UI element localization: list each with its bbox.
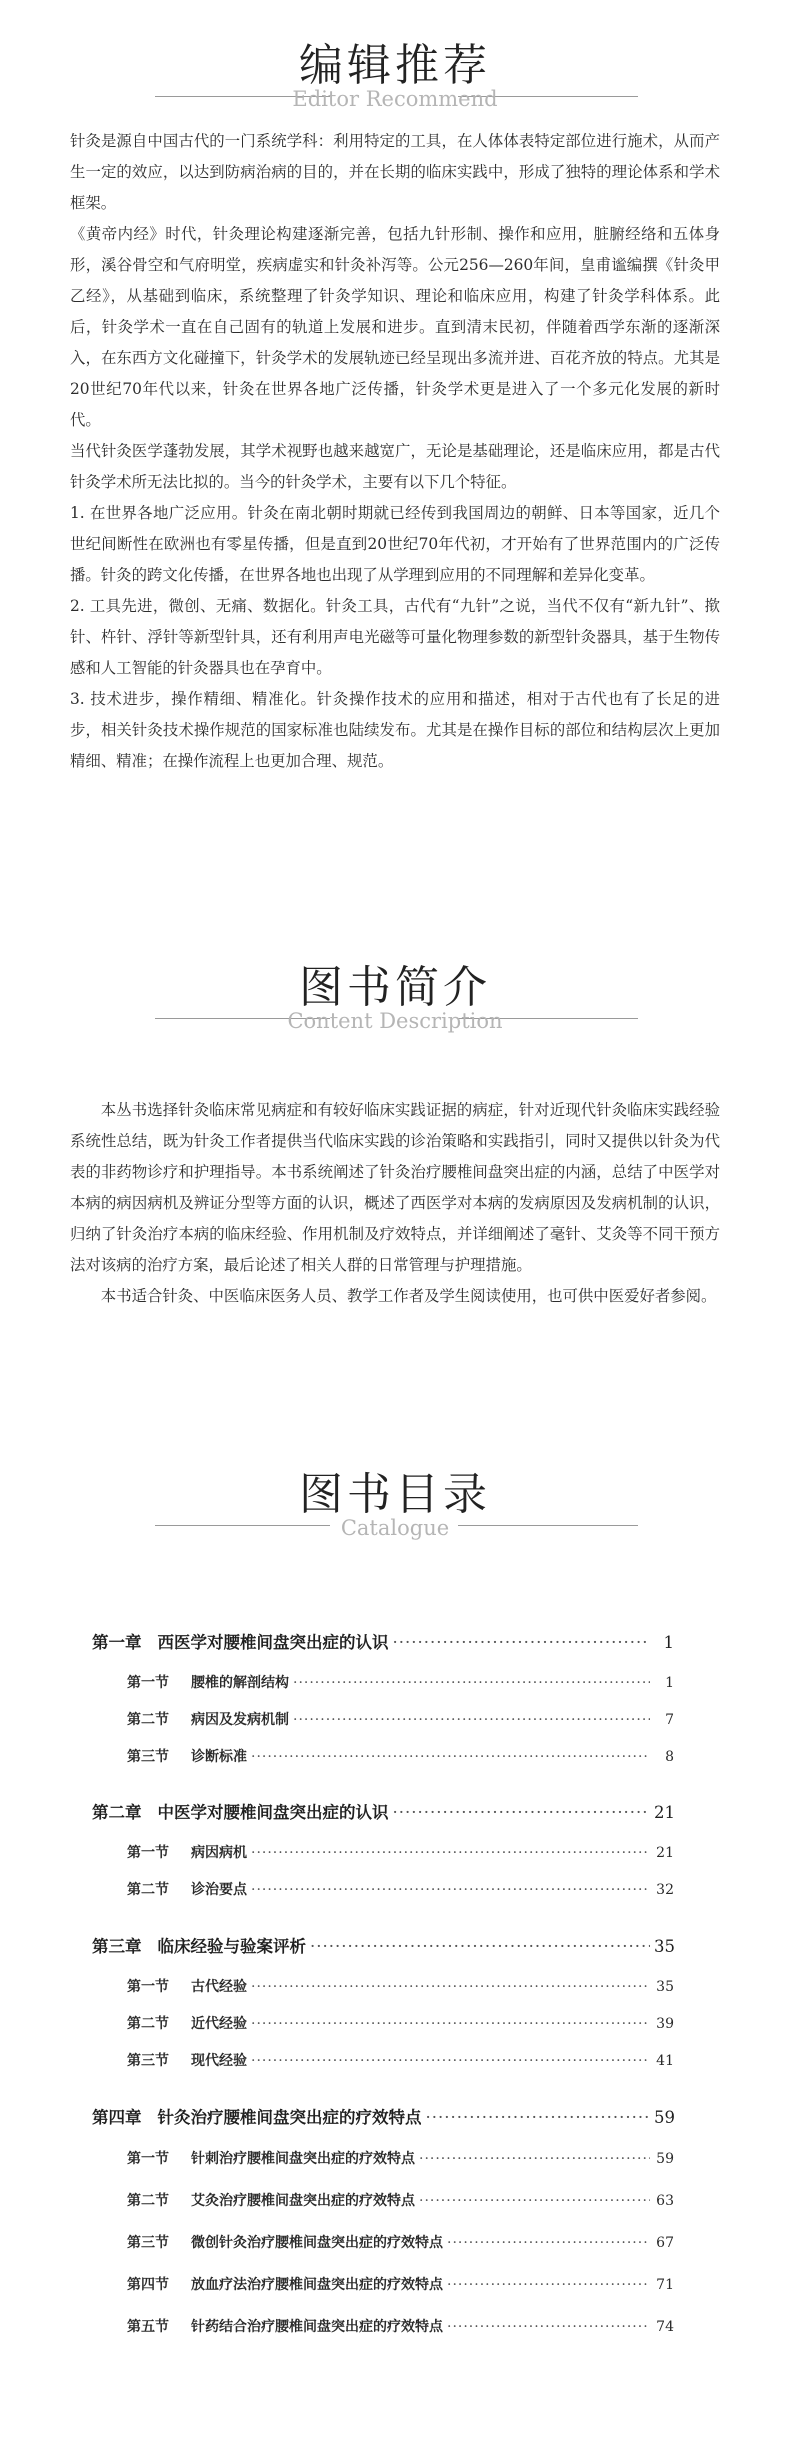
page-number: 32	[656, 1882, 674, 1898]
page-number: 1	[665, 1675, 674, 1691]
editor-subtitle: Editor Recommend	[292, 87, 498, 111]
section-number: 第二节	[127, 2016, 169, 2032]
section-title: 艾灸治疗腰椎间盘突出症的疗效特点	[191, 2193, 415, 2209]
editor-paragraph: 3. 技术进步，操作精细、精准化。针灸操作技术的应用和描述，相对于古代也有了长足的进步，相关针灸技术操作规范的国家标准也陆续发布。尤其是在操作目标的部位和结构层次上更加精细、精准；在操作流程上也更加合理、规范。	[70, 690, 720, 770]
section-title: 病因及发病机制	[191, 1712, 289, 1728]
catalogue-subtitle: Catalogue	[340, 1516, 450, 1540]
leader-dots	[419, 2151, 650, 2167]
section-number: 第三节	[127, 2235, 169, 2251]
chapter-number: 第二章	[92, 1803, 142, 1822]
chapter-title: 中医学对腰椎间盘突出症的认识	[157, 1803, 389, 1822]
leader-dots	[393, 1633, 651, 1652]
section-number: 第二节	[127, 2193, 169, 2209]
leader-dots	[447, 2235, 650, 2251]
content-text	[70, 1095, 720, 1312]
page-number: 41	[656, 2053, 674, 2069]
editor-header	[0, 38, 790, 122]
page-number: 67	[656, 2235, 674, 2251]
page-number: 35	[654, 1937, 675, 1956]
section-title: 腰椎的解剖结构	[191, 1675, 289, 1691]
leader-dots	[293, 1712, 650, 1728]
content-subtitle: Content Description	[287, 1009, 503, 1033]
section-number: 第一节	[127, 1979, 169, 1995]
page-number: 74	[656, 2319, 674, 2335]
toc-section[interactable]	[127, 1709, 674, 1729]
chapter-number: 第四章	[92, 2108, 142, 2127]
section-title: 诊治要点	[191, 1882, 247, 1898]
section-title: 古代经验	[191, 1979, 247, 1995]
section-number: 第三节	[127, 2053, 169, 2069]
content-header	[0, 960, 790, 1044]
page-number: 1	[663, 1633, 674, 1652]
section-title: 放血疗法治疗腰椎间盘突出症的疗效特点	[191, 2277, 443, 2293]
toc-section[interactable]	[127, 1879, 674, 1899]
catalogue-header	[0, 1467, 790, 1551]
leader-dots	[251, 1845, 650, 1861]
toc-section[interactable]	[127, 2190, 674, 2210]
section-number: 第五节	[127, 2319, 169, 2335]
chapter-number: 第一章	[92, 1633, 142, 1652]
page-number: 71	[656, 2277, 674, 2293]
chapter-title: 针灸治疗腰椎间盘突出症的疗效特点	[157, 2108, 422, 2127]
leader-dots	[447, 2319, 650, 2335]
editor-title: 编辑推荐	[299, 40, 491, 91]
toc-section[interactable]	[127, 1672, 674, 1692]
section-number: 第二节	[127, 1882, 169, 1898]
content-title: 图书简介	[299, 962, 491, 1013]
leader-dots	[251, 1749, 650, 1765]
section-number: 第一节	[127, 1845, 169, 1861]
page-number: 8	[665, 1749, 674, 1765]
section-title: 针刺治疗腰椎间盘突出症的疗效特点	[191, 2151, 415, 2167]
section-number: 第一节	[127, 2151, 169, 2167]
leader-dots	[251, 1979, 650, 1995]
leader-dots	[310, 1937, 650, 1956]
toc-section[interactable]	[127, 1842, 674, 1862]
editor-paragraph: 2. 工具先进，微创、无痛、数据化。针灸工具，古代有“九针”之说，当代不仅有“新九针”、揿针、杵针、浮针等新型针具，还有利用声电光磁等可量化物理参数的新型针灸器具，基于生物传感和人工智能的针灸器具也在孕育中。	[70, 597, 720, 677]
toc-chapter[interactable]	[92, 2104, 674, 2128]
leader-dots	[251, 2016, 650, 2032]
leader-dots	[419, 2193, 650, 2209]
page-number: 59	[654, 2108, 675, 2127]
toc-section[interactable]	[127, 2316, 674, 2336]
toc-chapter[interactable]	[92, 1933, 674, 1957]
content-paragraph: 本丛书选择针灸临床常见病症和有较好临床实践证据的病症，针对近现代针灸临床实践经验系统性总结，既为针灸工作者提供当代临床实践的诊治策略和实践指引，同时又提供以针灸为代表的非药物诊疗和护理指导。本书系统阐述了针灸治疗腰椎间盘突出症的内涵，总结了中医学对本病的病因病机及辨证分型等方面的认识，概述了西医学对本病的发病原因及发病机制的认识，归纳了针灸治疗本病的临床经验、作用机制及疗效特点，并详细阐述了毫针、艾灸等不同干预方法对该病的治疗方案，最后论述了相关人群的日常管理与护理措施。	[70, 1101, 720, 1274]
content-paragraph: 本书适合针灸、中医临床医务人员、教学工作者及学生阅读使用，也可供中医爱好者参阅。	[100, 1287, 717, 1305]
chapter-title: 西医学对腰椎间盘突出症的认识	[157, 1633, 389, 1652]
toc-section[interactable]	[127, 2050, 674, 2070]
toc-chapter[interactable]	[92, 1799, 674, 1823]
page-number: 35	[656, 1979, 674, 1995]
section-number: 第一节	[127, 1675, 169, 1691]
section-number: 第二节	[127, 1712, 169, 1728]
chapter-title: 临床经验与验案评析	[157, 1937, 306, 1956]
leader-dots	[393, 1803, 651, 1822]
page-number: 63	[656, 2193, 674, 2209]
leader-dots	[293, 1675, 650, 1691]
toc-section[interactable]	[127, 1976, 674, 1996]
editor-paragraph: 1. 在世界各地广泛应用。针灸在南北朝时期就已经传到我国周边的朝鲜、日本等国家，近几个世纪间断性在欧洲也有零星传播，但是直到20世纪70年代初，才开始有了世界范围内的广泛传播。针灸的跨文化传播，在世界各地也出现了从学理到应用的不同理解和差异化变革。	[70, 504, 720, 584]
leader-dots	[447, 2277, 650, 2293]
page-number: 7	[665, 1712, 674, 1728]
page-number: 59	[656, 2151, 674, 2167]
chapter-number: 第三章	[92, 1937, 142, 1956]
editor-text	[70, 126, 720, 777]
section-title: 现代经验	[191, 2053, 247, 2069]
section-title: 诊断标准	[191, 1749, 247, 1765]
page-number: 39	[656, 2016, 674, 2032]
leader-dots	[426, 2108, 651, 2127]
section-title: 微创针灸治疗腰椎间盘突出症的疗效特点	[191, 2235, 443, 2251]
catalogue-title: 图书目录	[299, 1469, 491, 1520]
leader-dots	[251, 2053, 650, 2069]
toc-section[interactable]	[127, 2013, 674, 2033]
section-title: 近代经验	[191, 2016, 247, 2032]
section-number: 第四节	[127, 2277, 169, 2293]
toc-section[interactable]	[127, 1746, 674, 1766]
toc-section[interactable]	[127, 2232, 674, 2252]
leader-dots	[251, 1882, 650, 1898]
toc-section[interactable]	[127, 2274, 674, 2294]
page-number: 21	[656, 1845, 674, 1861]
section-title: 针药结合治疗腰椎间盘突出症的疗效特点	[191, 2319, 443, 2335]
editor-paragraph: 针灸是源自中国古代的一门系统学科：利用特定的工具，在人体体表特定部位进行施术，从而产生一定的效应，以达到防病治病的目的，并在长期的临床实践中，形成了独特的理论体系和学术框架。	[70, 132, 720, 212]
toc-section[interactable]	[127, 2148, 674, 2168]
page-number: 21	[654, 1803, 675, 1822]
section-number: 第三节	[127, 1749, 169, 1765]
editor-paragraph: 《黄帝内经》时代，针灸理论构建逐渐完善，包括九针形制、操作和应用，脏腑经络和五体身形，溪谷骨空和气府明堂，疾病虚实和针灸补泻等。公元256—260年间，皇甫谧编撰《针灸甲乙经》，从基础到临床，系统整理了针灸学知识、理论和临床应用，构建了针灸学科体系。此后，针灸学术一直在自己固有的轨道上发展和进步。直到清末民初，伴随着西学东渐的逐渐深入，在东西方文化碰撞下，针灸学术的发展轨迹已经呈现出多流并进、百花齐放的特点。尤其是20世纪70年代以来，针灸在世界各地广泛传播，针灸学术更是进入了一个多元化发展的新时代。	[70, 225, 720, 429]
section-title: 病因病机	[191, 1845, 247, 1861]
editor-paragraph: 当代针灸医学蓬勃发展，其学术视野也越来越宽广，无论是基础理论，还是临床应用，都是古代针灸学术所无法比拟的。当今的针灸学术，主要有以下几个特征。	[70, 442, 720, 491]
toc-chapter[interactable]	[92, 1629, 674, 1653]
